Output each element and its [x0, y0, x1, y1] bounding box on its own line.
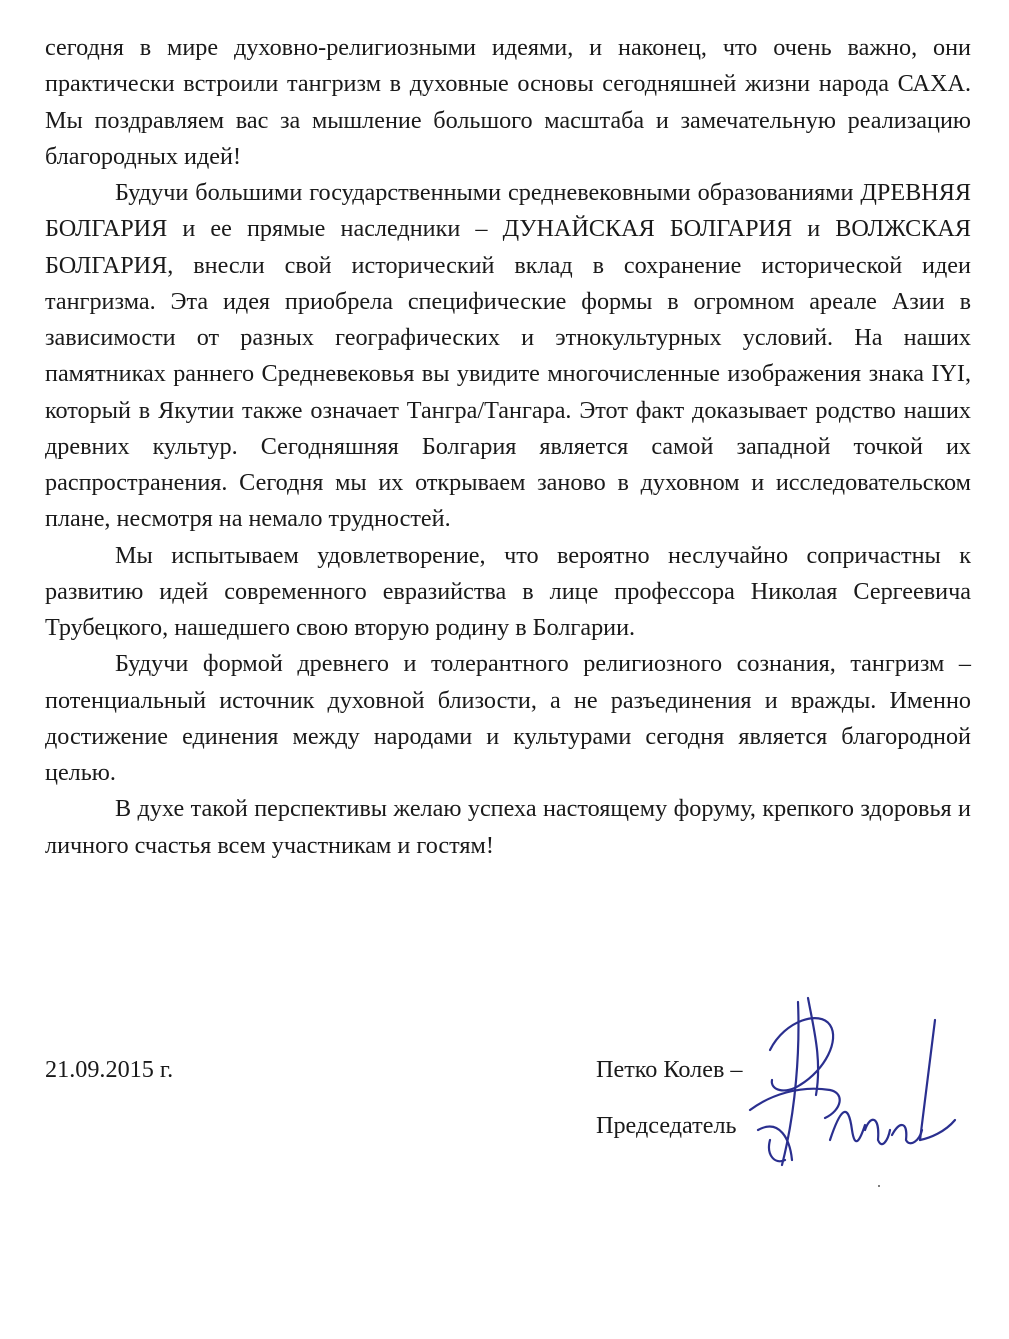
paragraph-continuation: сегодня в мире духовно-религиозными идеями, и наконец, что очень важно, они практически встроили тангризм в духовные основы сегодняшней жизни народа САХА. Мы поздравляем вас за мышление большого масштаба и замечательную реализацию благородных идей! — [45, 34, 971, 170]
signer-name: Петко Колев – — [596, 1056, 743, 1083]
paragraph-closing-wishes: В духе такой перспективы желаю успеха настоящему форуму, крепкого здоровья и личного счастья всем участникам и гостям! — [45, 795, 971, 859]
letter-date: 21.09.2015 г. — [45, 1056, 174, 1083]
paragraph-eurasianism: Мы испытываем удовлетворение, что вероятно неслучайно сопричастны к развитию идей современного евразийства в лице профессора Николая Сергеевича Трубецкого, нашедшего свою вторую родину в Болгарии. — [45, 541, 971, 641]
paragraph-bulgaria-history: Будучи большими государственными средневековными образованиями ДРЕВНЯЯ БОЛГАРИЯ и ее прямые наследники – ДУНАЙСКАЯ БОЛГАРИЯ и ВОЛЖСКАЯ БОЛГАРИЯ, внесли свой исторический вклад в сохранение исторической идеи тангризма. Эта идея приобрела специфические формы в огромном ареале Азии в зависимости от разных географических и этнокультурных условий. На наших памятниках раннего Средневековья вы увидите многочисленные изображения знака IYI, который в Якутии также означает Тангра/Тангара. Этот факт доказывает родство наших древних культур. Сегодняшняя Болгария является самой западной точкой их распространения. Сегодня мы их открываем заново в духовном и исследовательском плане, несмотря на немало трудностей. — [45, 179, 971, 533]
handwritten-signature — [730, 990, 960, 1180]
signer-title: Председатель — [596, 1112, 737, 1139]
letter-body — [45, 30, 971, 864]
paragraph-tangrism-tolerance: Будучи формой древнего и толерантного религиозного сознания, тангризм – потенциальный источник духовной близости, а не разъединения и вражды. Именно достижение единения между народами и культурами сегодня является благородной целью. — [45, 650, 971, 786]
ink-dot — [878, 1185, 880, 1187]
